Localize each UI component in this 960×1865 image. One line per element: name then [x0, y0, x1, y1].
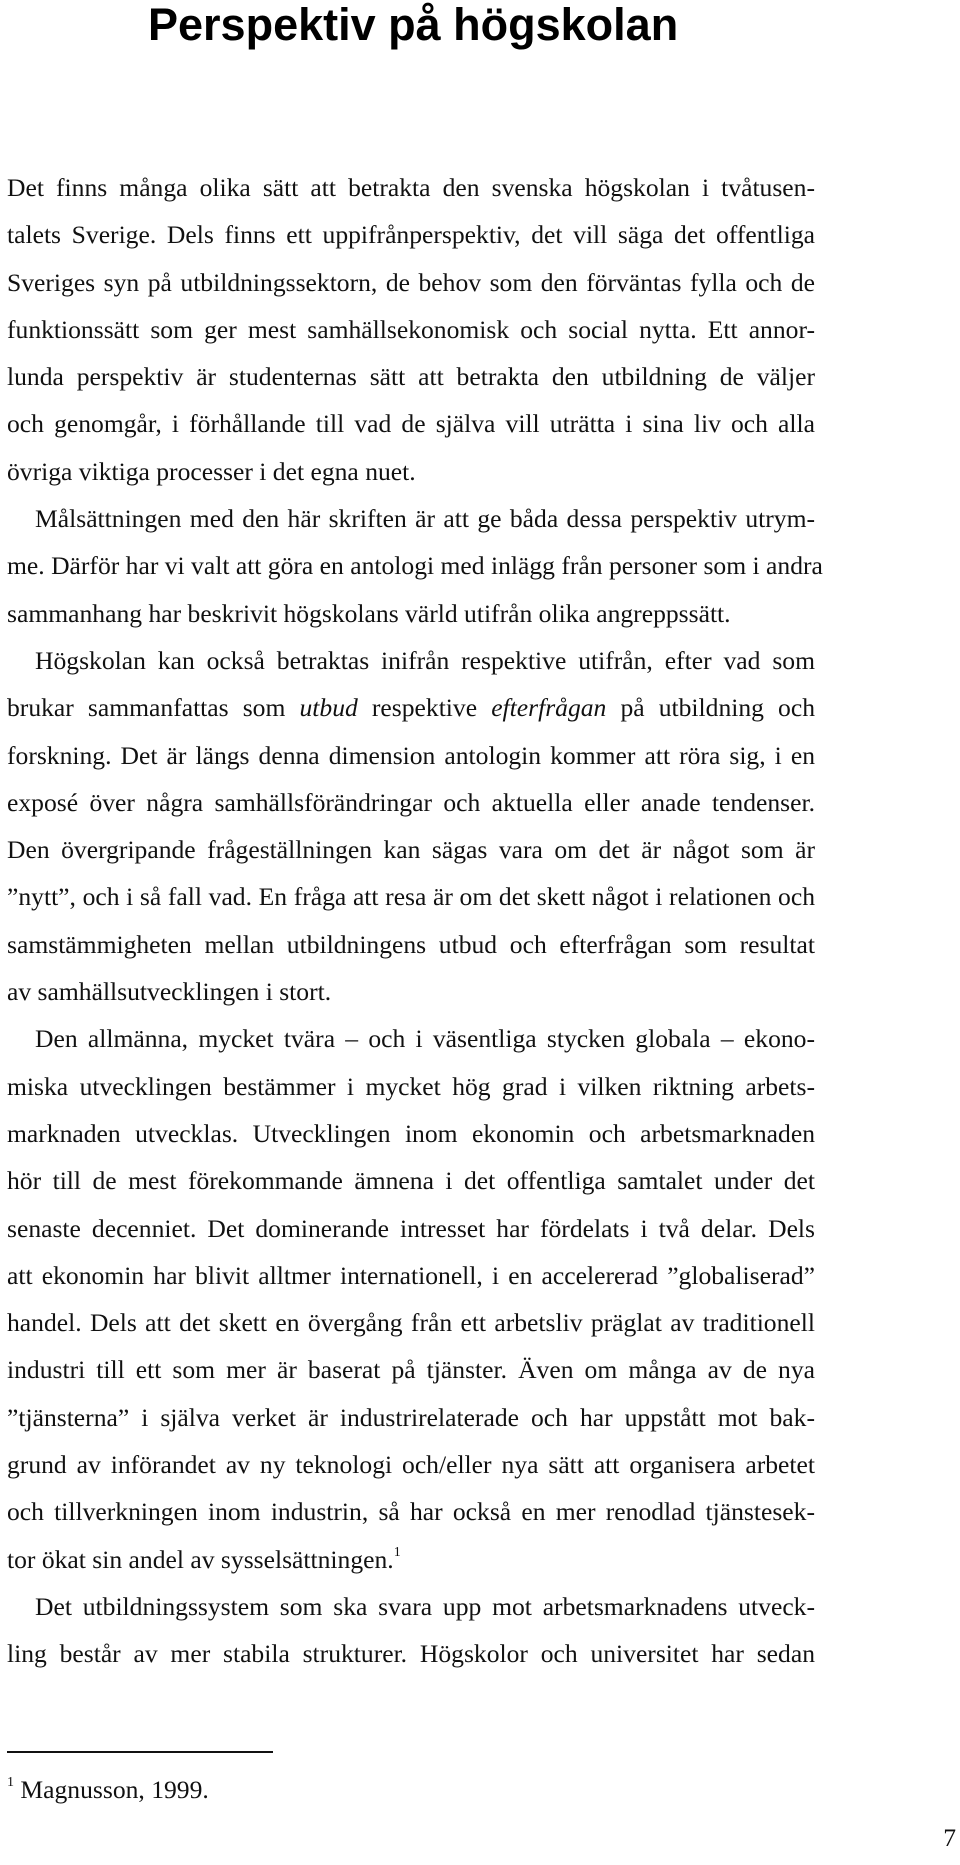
text-line: industri till ett som mer är baserat på tjänster. Även om många av de nya: [7, 1355, 815, 1385]
text-segment: brukar sammanfattas som: [7, 693, 300, 723]
page-title: Perspektiv på högskolan: [148, 0, 679, 50]
text-line-with-italics: [7, 684, 815, 731]
text-line: grund av införandet av ny teknologi och/eller nya sätt att organisera arbetet: [7, 1450, 815, 1480]
text-line: att ekonomin har blivit alltmer internationell, i en accelererad ”globaliserad”: [7, 1260, 815, 1290]
text-line: marknaden utvecklas. Utvecklingen inom ekonomin och arbetsmarknaden: [7, 1118, 815, 1148]
text-line: forskning. Det är längs denna dimension antologin kommer att röra sig, i en: [7, 740, 815, 770]
paragraph-4: [7, 1015, 815, 1583]
text-line: senaste decenniet. Det dominerande intresset har fördelats i två delar. Dels: [7, 1213, 815, 1243]
footnote-text: Magnusson, 1999.: [14, 1775, 209, 1804]
text-segment: tor ökat sin andel av sysselsättningen.: [7, 1544, 394, 1574]
paragraph-5: [7, 1583, 815, 1678]
text-segment: respektive: [357, 693, 492, 723]
text-line: funktionssätt som ger mest samhällsekonomisk och social nytta. Ett annor-: [7, 314, 815, 344]
text-line: och genomgår, i förhållande till vad de själva vill uträtta i sina liv och alla: [7, 409, 815, 439]
body-text: [7, 164, 823, 1678]
text-line: ling består av mer stabila strukturer. Högskolor och universitet har sedan: [7, 1639, 815, 1669]
footnote: [7, 1774, 209, 1806]
text-line: me. Därför har vi valt att göra en antologi med inlägg från personer som i andra: [7, 551, 823, 581]
text-line: av samhällsutvecklingen i stort.: [7, 977, 332, 1007]
text-line: exposé över några samhällsförändringar och aktuella eller anade tendenser.: [7, 787, 815, 817]
text-line: Målsättningen med den här skriften är att ge båda dessa perspektiv utrym-: [35, 504, 815, 534]
text-line: sammanhang har beskrivit högskolans värld utifrån olika angreppssätt.: [7, 598, 731, 628]
text-line: talets Sverige. Dels finns ett uppifrånperspektiv, det vill säga det offentliga: [7, 220, 815, 250]
text-segment: på utbildning och: [606, 693, 815, 723]
text-line: ”nytt”, och i så fall vad. En fråga att resa är om det skett något i relationen och: [7, 882, 815, 912]
text-line: lunda perspektiv är studenternas sätt att betrakta den utbildning de väljer: [7, 362, 815, 392]
footnote-divider: [7, 1751, 273, 1753]
paragraph-2: [7, 495, 823, 637]
text-line: samstämmigheten mellan utbildningens utbud och efterfrågan som resultat: [7, 929, 815, 959]
text-line: Det finns många olika sätt att betrakta den svenska högskolan i tvåtusen-: [7, 173, 815, 202]
footnote-number: 1: [7, 1775, 14, 1790]
text-line: övriga viktiga processer i det egna nuet.: [7, 456, 416, 486]
italic-term-utbud: utbud: [299, 693, 358, 723]
footnote-reference[interactable]: 1: [393, 1544, 401, 1560]
page-number: 7: [943, 1823, 956, 1852]
paragraph-3: [7, 637, 815, 1015]
text-line: Den övergripande frågeställningen kan sägas vara om det är något som är: [7, 835, 815, 865]
text-line-with-footnote: [7, 1536, 815, 1583]
paragraph-1: [7, 164, 815, 495]
text-line: Det utbildningssystem som ska svara upp mot arbetsmarknadens utveck-: [35, 1591, 815, 1621]
text-line: ”tjänsterna” i själva verket är industrirelaterade och har uppstått mot bak-: [7, 1402, 815, 1432]
text-line: Den allmänna, mycket tvära – och i väsentliga stycken globala – ekono-: [35, 1024, 815, 1054]
text-line: handel. Dels att det skett en övergång från ett arbetsliv präglat av traditionell: [7, 1308, 815, 1338]
text-line: och tillverkningen inom industrin, så har också en mer renodlad tjänstesek-: [7, 1497, 815, 1527]
text-line: Högskolan kan också betraktas inifrån respektive utifrån, efter vad som: [35, 645, 815, 675]
text-line: Sveriges syn på utbildningssektorn, de behov som den förväntas fylla och de: [7, 267, 815, 297]
text-line: miska utvecklingen bestämmer i mycket hög grad i vilken riktning arbets-: [7, 1071, 815, 1101]
italic-term-efterfragan: efterfrågan: [491, 693, 607, 723]
text-line: hör till de mest förekommande ämnena i det offentliga samtalet under det: [7, 1166, 815, 1196]
